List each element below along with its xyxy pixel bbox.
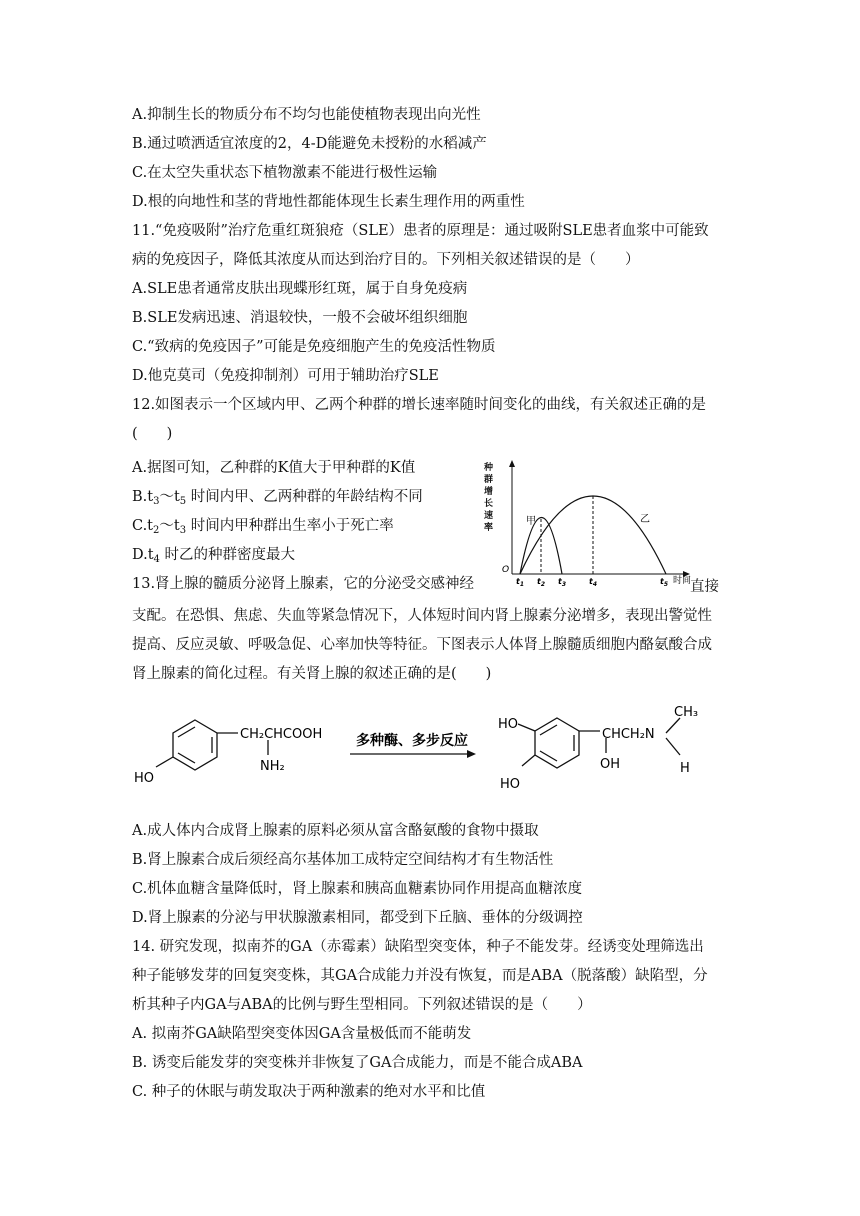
y-label-char: 增 <box>484 487 494 497</box>
option-d-q11: D.他克莫司（免疫抑制剂）可用于辅助治疗SLE <box>132 368 439 384</box>
option-c-q12: $C.t_2\sim t_3$ 时间内甲种群出生率小于死亡率 <box>132 518 394 536</box>
tick-t1: $t_1$ <box>516 577 525 588</box>
growth-rate-graph <box>480 458 700 588</box>
question-13-stem-cont3: 肾上腺素的简化过程。有关肾上腺的叙述正确的是( ) <box>132 666 492 682</box>
option-a-q10: A.抑制生长的物质分布不均匀也能使植物表现出向光性 <box>132 107 481 123</box>
option-d-q13: D.肾上腺素的分泌与甲状腺激素相同，都受到下丘脑、垂体的分级调控 <box>132 910 583 926</box>
reaction-arrow-label: 多种酶、多步反应 <box>356 733 468 749</box>
option-b-q13: B.肾上腺素合成后须经高尔基体加工成特定空间结构才有生物活性 <box>132 852 554 868</box>
reaction-arrow-head <box>467 750 476 758</box>
option-a-q13: A.成人体内合成肾上腺素的原料必须从富含酪氨酸的食物中摄取 <box>132 823 539 839</box>
option-a-q14: A. 拟南芥GA缺陷型突变体因GA含量极低而不能萌发 <box>132 1026 472 1042</box>
question-12-bracket: ( ) <box>132 426 173 442</box>
option-b-q10: B.通过喷洒适宜浓度的2，4-D能避免未授粉的水稻减产 <box>132 136 487 152</box>
tyrosine-amine: NH₂ <box>260 759 285 774</box>
question-14-stem-cont2: 析其种子内GA与ABA的比例与野生型相同。下列叙述错误的是（ ） <box>132 997 592 1013</box>
reaction-scheme <box>120 700 720 805</box>
option-a-q12: A.据图可知，乙种群的K值大于甲种群的K值 <box>132 460 416 476</box>
tyrosine-side-chain: CH₂CHCOOH <box>240 727 323 742</box>
y-axis-label <box>483 461 493 533</box>
y-axis-arrow <box>509 460 515 467</box>
option-c-q10: C.在太空失重状态下植物激素不能进行极性运输 <box>132 165 438 181</box>
question-13-stem-cont2: 提高、反应灵敏、呼吸急促、心率加快等特征。下图表示人体肾上腺髓质细胞内酪氨酸合成 <box>132 637 712 653</box>
epinephrine-oh: OH <box>600 757 621 772</box>
epinephrine-h: H <box>680 761 690 776</box>
y-label-char: 率 <box>484 523 494 533</box>
epinephrine-methyl: CH₃ <box>674 705 699 720</box>
tyrosine-ho: HO <box>134 771 155 786</box>
y-label-char: 群 <box>484 475 494 485</box>
origin-label: O <box>502 565 510 575</box>
option-d-q10: D.根的向地性和茎的背地性都能体现生长素生理作用的两重性 <box>132 194 525 210</box>
epinephrine-ho-bottom: HO <box>500 777 521 792</box>
tick-t2: $t_2$ <box>537 577 546 588</box>
option-b-q12: $B.t_3\sim t_5$ 时间内甲、乙两种群的年龄结构不同 <box>132 489 423 507</box>
epinephrine-ho-top: HO <box>498 717 519 732</box>
y-label-char: 速 <box>484 511 494 521</box>
question-13-stem-cont1: 支配。在恐惧、焦虑、失血等紧急情况下，人体短时间内肾上腺素分泌增多，表现出警觉性 <box>132 608 712 624</box>
x-tick-labels <box>516 577 668 588</box>
option-b-q14: B. 诱变后能发芽的突变株并非恢复了GA合成能力，而是不能合成ABA <box>132 1055 583 1071</box>
tick-t5: $t_5$ <box>660 577 669 588</box>
question-13-stem: 13.肾上腺的髓质分泌肾上腺素，它的分泌受交感神经 <box>132 576 475 592</box>
option-c-q14: C. 种子的休眠与萌发取决于两种激素的绝对水平和比值 <box>132 1084 486 1100</box>
epinephrine-side-chain: CHCH₂N <box>602 727 655 742</box>
question-11-stem: 11.“免疫吸附”治疗危重红斑狼疮（SLE）患者的原理是：通过吸附SLE患者血浆中可能致 <box>132 223 709 239</box>
option-b-q11: B.SLE发病迅速、消退较快，一般不会破坏组织细胞 <box>132 310 468 326</box>
epinephrine-structure <box>518 718 680 768</box>
x-axis-label: 时间 <box>673 576 692 586</box>
y-label-char: 长 <box>484 499 494 509</box>
question-12-stem: 12.如图表示一个区域内甲、乙两个种群的增长速率随时间变化的曲线，有关叙述正确的是 <box>132 397 707 413</box>
tick-t4: $t_4$ <box>589 577 598 588</box>
question-11-stem-cont: 病的免疫因子，降低其浓度从而达到治疗目的。下列相关叙述错误的是（ ） <box>132 252 640 268</box>
option-c-q13: C.机体血糖含量降低时，肾上腺素和胰高血糖素协同作用提高血糖浓度 <box>132 881 583 897</box>
series-yi-label: 乙 <box>640 514 650 525</box>
option-c-q11: C.“致病的免疫因子”可能是免疫细胞产生的免疫活性物质 <box>132 339 496 355</box>
series-jia-label: 甲 <box>526 516 536 527</box>
y-label-char: 种 <box>484 463 494 473</box>
question-13-stem-tail: 直接 <box>690 579 719 595</box>
option-a-q11: A.SLE患者通常皮肤出现蝶形红斑，属于自身免疫病 <box>132 281 468 297</box>
question-14-stem: 14. 研究发现，拟南芥的GA（赤霉素）缺陷型突变体，种子不能发芽。经诱变处理筛选出 <box>132 939 704 955</box>
tick-t3: $t_3$ <box>558 577 567 588</box>
option-d-q12: $D.t_4$ 时乙的种群密度最大 <box>132 547 296 565</box>
question-14-stem-cont1: 种子能够发芽的回复突变株，其GA合成能力并没有恢复，而是ABA（脱落酸）缺陷型，分 <box>132 968 708 984</box>
